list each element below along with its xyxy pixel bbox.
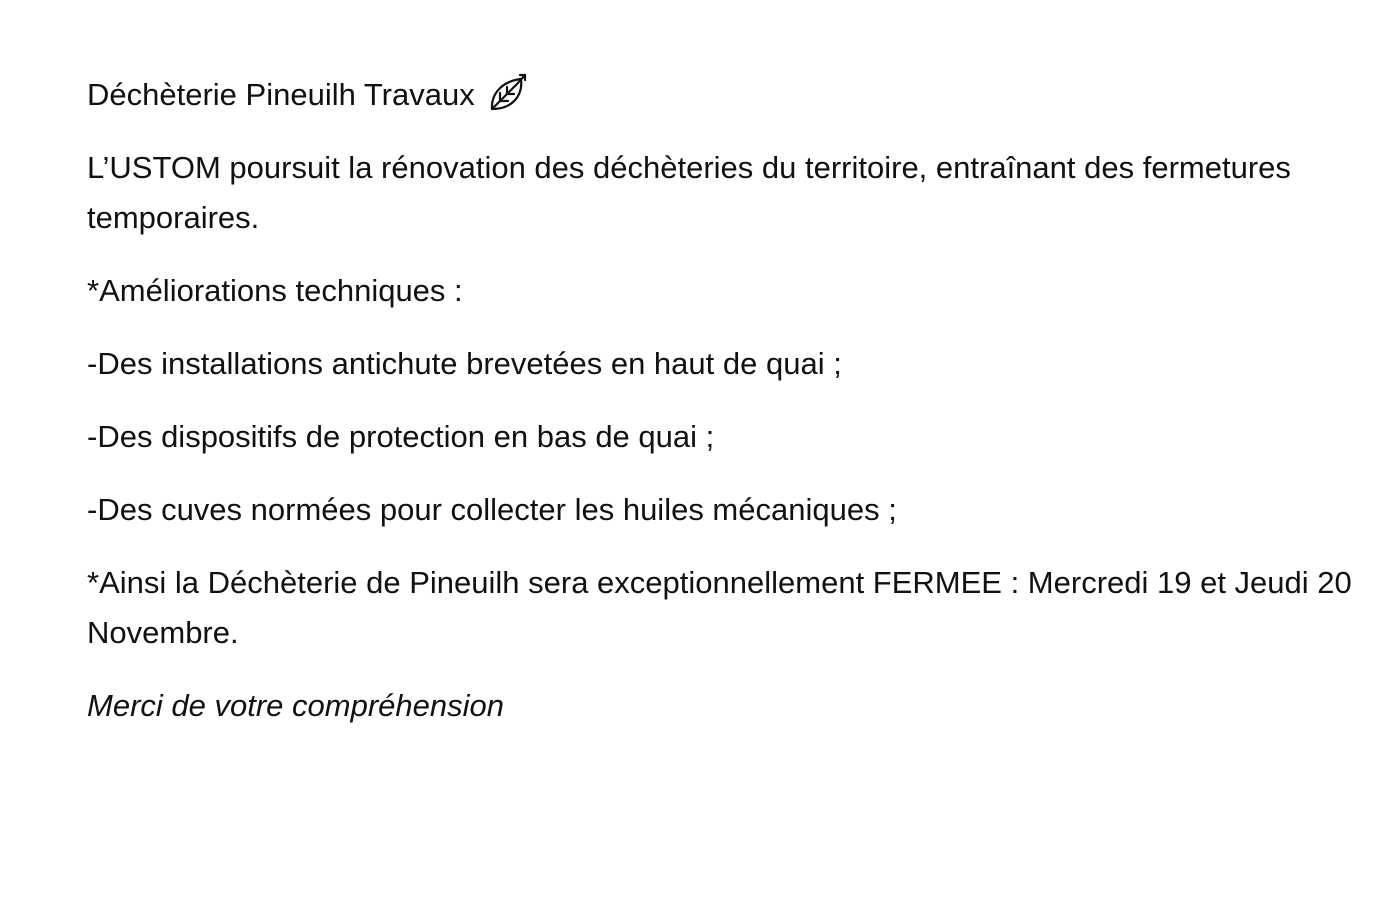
leaf-icon: [487, 69, 535, 117]
document-page: [87, 70, 1357, 754]
list-item: -Des dispositifs de protection en bas de quai ;: [87, 419, 715, 454]
list-item: -Des cuves normées pour collecter les huiles mécaniques ;: [87, 492, 897, 527]
intro-paragraph: L’USTOM poursuit la rénovation des déchèteries du territoire, entraînant des fermetures temporaires.: [87, 150, 1291, 235]
closing-message: Merci de votre compréhension: [87, 688, 504, 723]
closure-notice: *Ainsi la Déchèterie de Pineuilh sera exceptionnellement FERMEE : Mercredi 19 et Jeudi 20 Novembre.: [87, 565, 1352, 650]
improvements-heading: *Améliorations techniques :: [87, 273, 463, 308]
list-item: -Des installations antichute brevetées en haut de quai ;: [87, 346, 842, 381]
title-line: [87, 70, 1357, 120]
document-title: Déchèterie Pineuilh Travaux: [87, 77, 475, 112]
